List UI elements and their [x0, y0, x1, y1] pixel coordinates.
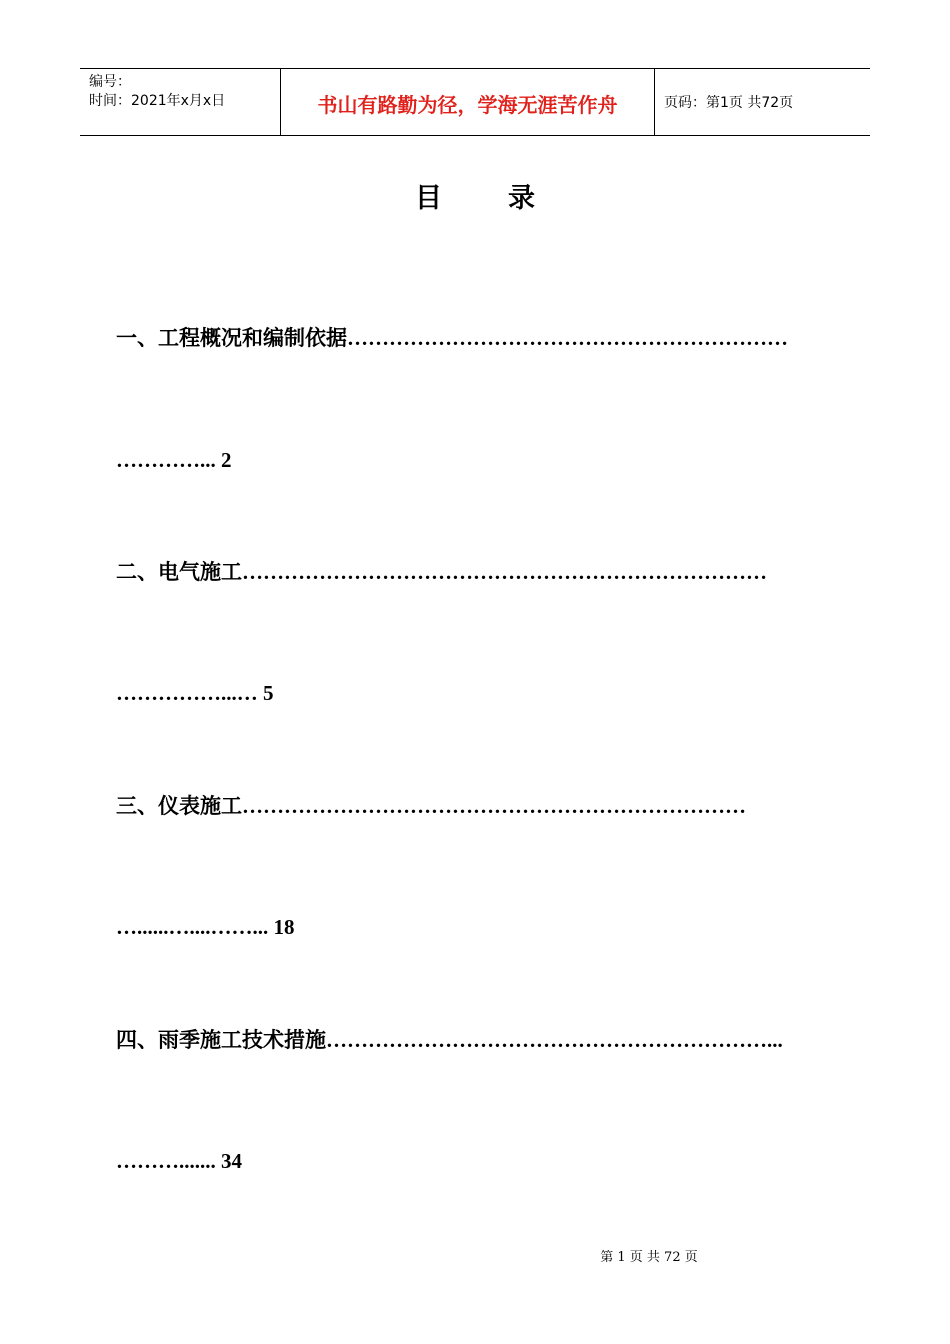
toc-entry-2-heading[interactable] [116, 556, 767, 586]
document-time-label: 时间：2021年x月x日 [89, 93, 226, 109]
toc-entry-4-heading[interactable] [116, 1024, 783, 1054]
toc-leader-dots: ……………………………………………………… [347, 326, 788, 350]
toc-entry-label: 四、雨季施工技术措施 [116, 1028, 326, 1052]
toc-entry-4-page[interactable]: ………....... 34 [116, 1149, 242, 1173]
header-table [80, 68, 870, 136]
document-number-label: 编号： [89, 74, 131, 90]
header-motto: 书山有路勤为径，学海无涯苦作舟 [281, 69, 655, 135]
header-page-info: 页码：第1页 共72页 [664, 95, 794, 111]
page-title [0, 176, 950, 215]
page-footer: 第 1 页 共 72 页 [600, 1250, 698, 1265]
toc-entry-2-page[interactable]: ……………...… 5 [116, 681, 274, 705]
toc-entry-label: 二、电气施工 [116, 560, 242, 584]
toc-leader-dots: ………………………………………………………………… [242, 560, 767, 584]
toc-leader-dots: ………………………………………………………... [326, 1028, 783, 1052]
header-meta-cell [80, 69, 281, 135]
toc-entry-label: 三、仪表施工 [116, 794, 242, 818]
title-char-1: 目 [415, 183, 442, 214]
toc-leader-dots: ……………………………………………………………… [242, 794, 746, 818]
toc-entry-label: 一、工程概况和编制依据 [116, 326, 347, 350]
toc-entry-1-heading[interactable] [116, 322, 788, 352]
toc-entry-3-heading[interactable] [116, 790, 746, 820]
toc-entry-3-page[interactable]: …......…....……... 18 [116, 915, 295, 939]
title-char-2: 录 [508, 183, 535, 214]
toc-entry-1-page[interactable]: …………... 2 [116, 448, 232, 472]
